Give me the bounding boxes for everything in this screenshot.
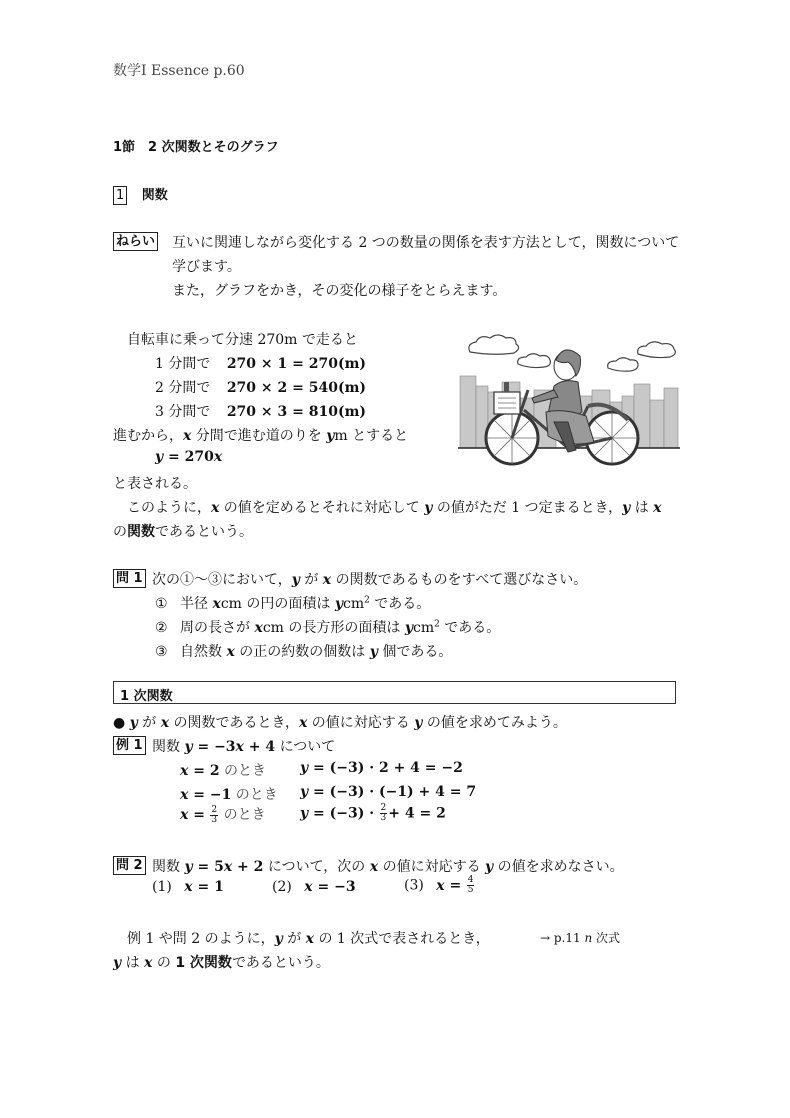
- text: このように，: [127, 500, 211, 516]
- intro-line-7: と表される。: [113, 476, 197, 492]
- q1-prompt: [152, 569, 587, 589]
- expr: =: [188, 807, 205, 823]
- text: は: [630, 500, 654, 516]
- text: である。: [369, 596, 431, 612]
- row-label: 1 分間で: [155, 356, 211, 372]
- expr: = 1: [192, 879, 224, 895]
- var-y: y: [369, 644, 378, 660]
- fraction: [210, 806, 218, 825]
- superscript: 2: [364, 595, 370, 606]
- var-y: y: [291, 572, 300, 588]
- denominator: 3: [211, 814, 218, 825]
- text: の値がただ 1 つ定まるとき，: [432, 500, 623, 516]
- conclusion-line-2: [113, 952, 330, 972]
- q2-part-2: [272, 879, 356, 895]
- q2-part-3: [404, 876, 475, 895]
- ex1-row-3: [180, 804, 266, 825]
- var-y: y: [424, 500, 433, 516]
- cloud-icon: [608, 358, 638, 371]
- text: の: [152, 955, 176, 971]
- superscript: 2: [434, 619, 440, 630]
- denominator: 3: [380, 813, 387, 823]
- var-y: y: [334, 596, 343, 612]
- text: 周の長さが: [180, 620, 255, 636]
- text: の関数であるものをすべて選びなさい。: [331, 572, 588, 588]
- row-expr: 270 × 2 = 540(m): [226, 380, 367, 396]
- ex1-row-2: [180, 784, 278, 804]
- text: のとき: [219, 807, 266, 823]
- text: 関数: [152, 739, 185, 755]
- page-header: 数学Ⅰ Essence p.60: [113, 63, 245, 79]
- expr: = −3: [312, 879, 356, 895]
- q1-item-1: [155, 593, 430, 613]
- var-y: y: [300, 805, 309, 822]
- numerator: 2: [211, 804, 218, 815]
- var-x: x: [304, 879, 313, 895]
- var-y: y: [622, 500, 631, 516]
- q1-item-3: [155, 641, 452, 661]
- text: の値を定めるとそれに対応して: [219, 500, 425, 516]
- var-y: y: [129, 715, 138, 731]
- text: 次式: [592, 931, 621, 945]
- expr: = (−3) · 2 + 4 = −2: [308, 760, 463, 776]
- ex1-row-1-result: [300, 760, 463, 776]
- q2-part-1: [152, 879, 224, 895]
- expr: + 4 = 2: [388, 805, 446, 822]
- definition-line-1: [127, 497, 662, 517]
- expr: = (−3) · (−1) + 4 = 7: [308, 784, 477, 800]
- text: について: [275, 739, 336, 755]
- text: であるという。: [231, 955, 330, 971]
- q1-item-2: [155, 617, 500, 637]
- text: の関数であるとき，: [169, 715, 299, 731]
- section-number: 1: [113, 186, 127, 205]
- var-n: n: [584, 931, 593, 945]
- var-x: x: [235, 739, 244, 755]
- aim-label: ねらい: [113, 232, 158, 251]
- row-expr: 270 × 1 = 270(m): [226, 356, 367, 372]
- ex1-row-3-result: [300, 804, 446, 823]
- cloud-icon: [518, 354, 551, 368]
- text: cm: [343, 596, 365, 612]
- q1-label-wrap: [113, 569, 146, 588]
- text: 自然数: [180, 644, 227, 660]
- text: の値に対応する: [378, 859, 486, 875]
- aim-label-wrap: [113, 232, 158, 251]
- q2-label-wrap: [113, 856, 146, 875]
- var-x: x: [160, 715, 170, 731]
- var-y: y: [300, 784, 309, 800]
- expr: =: [444, 877, 462, 894]
- var-x: x: [180, 763, 189, 779]
- text: 進むから，: [113, 428, 183, 444]
- var-x: x: [298, 715, 308, 731]
- text: であるという。: [155, 524, 253, 540]
- text: が: [282, 931, 306, 947]
- definition-line-2: [113, 521, 253, 541]
- row-expr: 270 × 3 = 810(m): [226, 404, 367, 420]
- text: の正の約数の個数は: [234, 644, 370, 660]
- intro-line-5: [113, 425, 408, 445]
- part-number: (1): [152, 879, 172, 895]
- cross-reference[interactable]: [540, 929, 620, 946]
- ex1-label: 例 1: [113, 736, 146, 755]
- text: が: [299, 572, 323, 588]
- text: cm の長方形の面積は: [262, 620, 405, 636]
- item-number: ①: [155, 596, 168, 612]
- intro-row-1: [155, 353, 366, 373]
- arrow-right-icon: → p.11: [540, 931, 585, 945]
- var-x: x: [184, 879, 193, 895]
- var-x: x: [212, 596, 221, 612]
- var-y: y: [326, 428, 335, 444]
- var-y: y: [404, 620, 413, 636]
- var-y: y: [414, 715, 423, 731]
- var-x: x: [436, 877, 445, 894]
- q2-prompt: [152, 856, 624, 876]
- var-x: x: [180, 807, 189, 823]
- ex1-label-wrap: [113, 736, 146, 755]
- aim-line-3: また，グラフをかき，その変化の様子をとらえます。: [172, 283, 507, 299]
- term-linear-function: 1 次関数: [175, 955, 232, 971]
- aim-line-1: 互いに関連しながら変化する 2 つの数量の関係を表す方法として，関数について: [172, 235, 680, 251]
- var-y: y: [485, 859, 494, 875]
- var-x: x: [180, 787, 189, 803]
- part-number: (3): [404, 877, 424, 894]
- bicycle-illustration: [458, 330, 680, 470]
- var-x: x: [211, 500, 220, 516]
- subsection-bar: [113, 681, 676, 704]
- var-y: y: [300, 760, 309, 776]
- var-x: x: [653, 500, 662, 516]
- var-y: y: [155, 449, 164, 465]
- aim-line-2: 学びます。: [172, 259, 241, 275]
- text: 例 1 や問 2 のように，: [127, 931, 275, 947]
- intro-row-2: [155, 377, 366, 397]
- var-y: y: [274, 931, 283, 947]
- expr: = 5: [192, 859, 224, 875]
- q2-label: 問 2: [113, 856, 146, 875]
- text: について，次の: [263, 859, 370, 875]
- var-y: y: [113, 955, 122, 971]
- var-x: x: [369, 859, 379, 875]
- q1-label: 問 1: [113, 569, 146, 588]
- text: の値に対応する: [307, 715, 415, 731]
- text: 半径: [180, 596, 213, 612]
- ex1-intro: [152, 736, 335, 756]
- expr: = −3: [192, 739, 236, 755]
- text: 次の①～③において，: [152, 572, 292, 588]
- ex1-row-2-result: [300, 784, 476, 800]
- text: = 270: [163, 449, 214, 465]
- expr: + 2: [232, 859, 264, 875]
- intro-row-3: [155, 401, 366, 421]
- intro-formula: [155, 449, 222, 465]
- fraction: [467, 876, 475, 895]
- expr: = 2: [188, 763, 220, 779]
- text: 個である。: [377, 644, 453, 660]
- text: のとき: [231, 787, 278, 803]
- var-x: x: [144, 955, 153, 971]
- text: の 1 次式で表されるとき，: [314, 931, 490, 947]
- expr: = −1: [188, 787, 232, 803]
- part-number: (2): [272, 879, 292, 895]
- text: cm: [413, 620, 435, 636]
- text: 関数: [152, 859, 185, 875]
- term-function: 関数: [127, 524, 155, 540]
- text: の値を求めなさい。: [493, 859, 624, 875]
- item-number: ③: [155, 644, 168, 660]
- bullet-icon: ●: [113, 715, 126, 731]
- fraction: [380, 804, 388, 823]
- var-x: x: [183, 428, 192, 444]
- text: である。: [439, 620, 501, 636]
- numerator: 4: [467, 875, 474, 885]
- var-x: x: [305, 931, 315, 947]
- cloud-icon: [469, 335, 519, 354]
- var-x: x: [254, 620, 263, 636]
- ex1-row-1: [180, 760, 266, 780]
- subsection-title: 1 次関数: [120, 689, 173, 704]
- bullet-line: [113, 712, 567, 732]
- text: の値を求めてみよう。: [422, 715, 567, 731]
- expr: + 4: [243, 739, 276, 755]
- conclusion-line-1: [127, 928, 490, 948]
- section-title: 関数: [141, 188, 168, 203]
- text: m とすると: [334, 428, 409, 444]
- row-label: 2 分間で: [155, 380, 211, 396]
- denominator: 5: [467, 885, 474, 895]
- var-x: x: [223, 859, 233, 875]
- text: のとき: [219, 763, 267, 779]
- expr: = (−3) ·: [308, 805, 375, 822]
- var-x: x: [322, 572, 332, 588]
- numerator: 2: [380, 803, 387, 813]
- var-x: x: [226, 644, 235, 660]
- cloud-icon: [638, 342, 676, 358]
- text: 分間で進む道のりを: [191, 428, 327, 444]
- item-number: ②: [155, 620, 168, 636]
- row-label: 3 分間で: [155, 404, 211, 420]
- intro-line-1: 自転車に乗って分速 270m で走ると: [127, 332, 358, 348]
- text: が: [137, 715, 161, 731]
- section-heading: [113, 184, 168, 205]
- var-y: y: [184, 739, 193, 755]
- var-x: x: [213, 449, 223, 465]
- var-y: y: [184, 859, 193, 875]
- chapter-title: 1節 2 次関数とそのグラフ: [113, 140, 279, 155]
- text: の: [113, 524, 127, 540]
- text: cm の円の面積は: [220, 596, 335, 612]
- text: は: [121, 955, 145, 971]
